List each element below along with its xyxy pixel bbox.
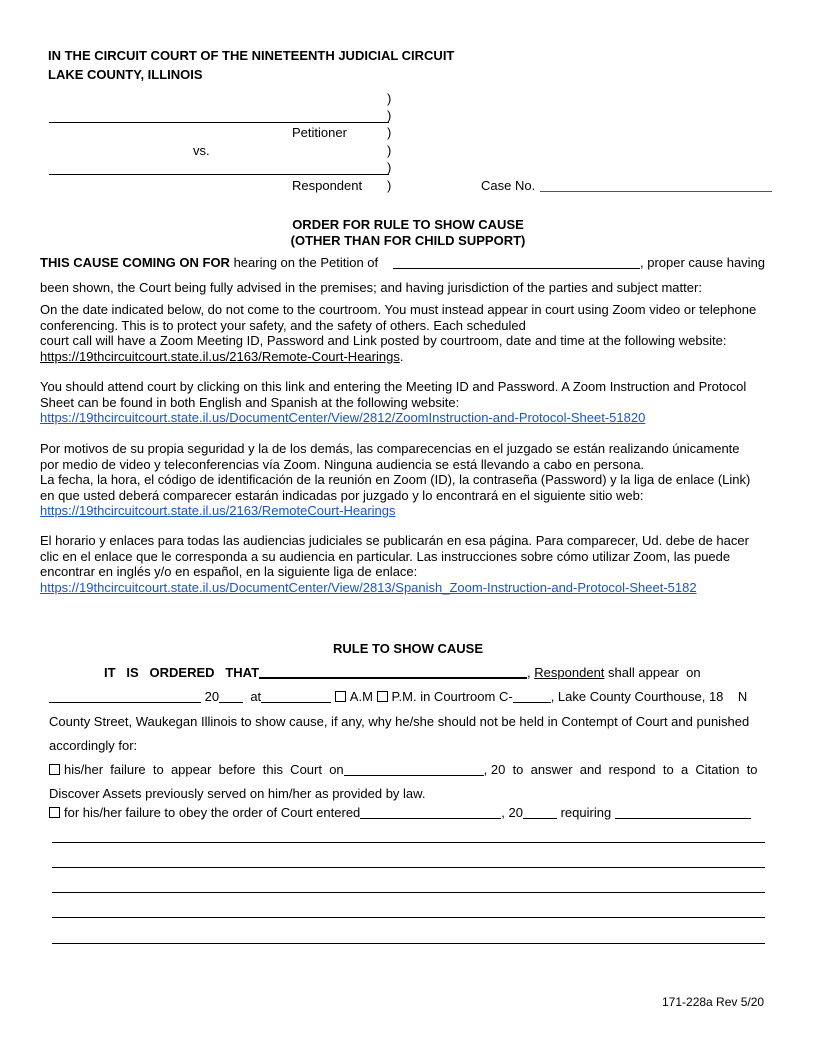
- form-number: 171-228a Rev 5/20: [662, 995, 765, 1009]
- caption-paren: ): [387, 143, 392, 158]
- option-failure-to-appear: his/her failure to appear before this Court on , 20 to answer and respond to a Citation to: [49, 762, 758, 777]
- courtroom-field[interactable]: [513, 690, 551, 703]
- court-name-line2: LAKE COUNTY, ILLINOIS: [48, 67, 203, 82]
- requirement-line[interactable]: [52, 842, 765, 843]
- zoom-instructions-es: [40, 441, 785, 519]
- petitioner-label: Petitioner: [292, 125, 347, 140]
- petition-of-line[interactable]: [393, 268, 640, 269]
- vs-label: vs.: [193, 143, 210, 158]
- zoom-protocol-link-en[interactable]: https://19thcircuitcourt.state.il.us/DocumentCenter/View/2812/ZoomInstruction-and-Protocol-Sheet-51820: [40, 410, 646, 425]
- order-entered-year-field[interactable]: [523, 806, 557, 819]
- intro-line2: been shown, the Court being fully advised in the premises; and having jurisdiction of the parties and subject matter:: [40, 280, 702, 295]
- zoom-instructions-en-2: [40, 379, 785, 426]
- ordered-party-line[interactable]: [259, 665, 527, 679]
- caption-paren: ): [387, 160, 392, 175]
- requirement-line[interactable]: [52, 917, 765, 918]
- zoom-en-text: On the date indicated below, do not come to the courtroom. You must instead appear in court using Zoom video or telephone: [40, 302, 757, 317]
- option-failure-to-obey: for his/her failure to obey the order of Court entered , 20 requiring: [49, 805, 751, 820]
- caption-paren: ): [387, 178, 392, 193]
- requirement-line[interactable]: [52, 943, 765, 944]
- appear-time-field[interactable]: [261, 690, 331, 703]
- court-name-line1: IN THE CIRCUIT COURT OF THE NINETEENTH JUDICIAL CIRCUIT: [48, 48, 455, 63]
- intro-text-b: , proper cause having: [640, 255, 766, 270]
- failure-appear-date-field[interactable]: [344, 763, 484, 776]
- zoom-instructions-en: On the date indicated below, do not come to the courtroom. You must instead appear in court using Zoom video or telephone conferencing. This is to protect your safety, and the safety of others. Each scheduled court call will have a Zoom Meeting ID, Password and Link posted by courtroom, date and time at the following website: https://19thcircuitcourt.state.il.us/2163/Remote-Court-Hearings.: [40, 302, 785, 364]
- ordered-line: IT IS ORDERED THAT , Respondent shall appear on: [104, 665, 701, 680]
- zoom-en-text: conferencing. This is to protect your safety, and the safety of others. Each scheduled: [40, 317, 526, 333]
- requirement-line[interactable]: [52, 867, 765, 868]
- intro-line1: [40, 255, 378, 270]
- order-title-line2: (OTHER THAN FOR CHILD SUPPORT): [290, 233, 526, 248]
- show-cause-line4: accordingly for:: [49, 738, 138, 753]
- rule-heading: RULE TO SHOW CAUSE: [333, 641, 483, 656]
- requirement-line[interactable]: [52, 892, 765, 893]
- order-title-line1: ORDER FOR RULE TO SHOW CAUSE: [292, 217, 524, 232]
- zoom-protocol-link-es[interactable]: https://19thcircuitcourt.state.il.us/DocumentCenter/View/2813/Spanish_Zoom-Instruction-and-Protocol-Sheet-5182: [40, 579, 697, 595]
- intro-text-a: hearing on the Petition of: [233, 255, 379, 270]
- zoom-es-text: Por motivos de su propia seguridad y la de los demás, las comparecencias en el juzgado se están realizando únicamente: [40, 441, 740, 456]
- respondent-name-line[interactable]: [49, 174, 389, 175]
- zoom-en-text: court call will have a Zoom Meeting ID, Password and Link posted by courtroom, date and time at the following website:: [40, 333, 727, 348]
- zoom-es-text: por medio de video y teleconferencias vía Zoom. Ninguna audiencia se está llevando a cabo en persona.: [40, 456, 645, 472]
- show-cause-line3: County Street, Waukegan Illinois to show cause, if any, why he/she should not be held in Contempt of Court and punished: [49, 714, 750, 729]
- zoom-es-text: en que usted deberá comparecer estarán indicadas por juzgado y lo encontrará en el siguiente sitio web:: [40, 487, 644, 503]
- ordered-lead: IT IS ORDERED THAT: [104, 665, 260, 680]
- zoom-en-text: Sheet can be found in both English and Spanish at the following website:: [40, 394, 460, 410]
- am-checkbox[interactable]: [335, 691, 346, 702]
- intro-bold-lead: THIS CAUSE COMING ON FOR: [40, 255, 230, 270]
- order-entered-date-field[interactable]: [360, 806, 501, 819]
- zoom-instructions-es-2: [40, 533, 785, 595]
- zoom-es-text: El horario y enlaces para todas las audiencias judiciales se publicarán en esa página. Para comparecer, Ud. debe de hacer: [40, 533, 749, 548]
- remote-hearings-link-en[interactable]: https://19thcircuitcourt.state.il.us/2163/Remote-Court-Hearings: [40, 348, 400, 364]
- shall-appear-text: shall appear on: [608, 665, 701, 680]
- caption-paren: ): [387, 125, 392, 140]
- failure-to-obey-checkbox[interactable]: [49, 807, 60, 818]
- zoom-es-text: La fecha, la hora, el código de identificación de la reunión en Zoom (ID), la contraseña (Password) y la liga de enlace (Link): [40, 472, 751, 487]
- failure-to-appear-checkbox[interactable]: [49, 764, 60, 775]
- requiring-field[interactable]: [615, 806, 751, 819]
- zoom-es-text: clic en el enlace que le corresponda a su audiencia en particular. Las instrucciones sobre cómo utilizar Zoom, las puede: [40, 548, 731, 564]
- caption-paren: ): [387, 91, 392, 106]
- respondent-word: Respondent: [534, 665, 605, 680]
- zoom-en-text: You should attend court by clicking on this link and entering the Meeting ID and Password. A Zoom Instruction and Protocol: [40, 379, 747, 394]
- appear-date-field[interactable]: [49, 690, 201, 703]
- petitioner-name-line[interactable]: [49, 122, 389, 123]
- option-failure-line2: Discover Assets previously served on him/her as provided by law.: [49, 786, 426, 801]
- zoom-es-text: encontrar en inglés y/o en español, en la siguiente liga de enlace:: [40, 564, 418, 579]
- caption-paren: ): [387, 108, 392, 123]
- appear-year-field[interactable]: [219, 690, 243, 703]
- pm-checkbox[interactable]: [377, 691, 388, 702]
- appearance-date-line: 20 at A.M P.M. in Courtroom C- , Lake County Courthouse, 18 N: [49, 689, 747, 704]
- case-number-label: Case No.: [481, 178, 536, 193]
- case-number-line[interactable]: [540, 191, 772, 192]
- remote-hearings-link-es[interactable]: https://19thcircuitcourt.state.il.us/2163/RemoteCourt-Hearings: [40, 503, 396, 518]
- respondent-label: Respondent: [292, 178, 363, 193]
